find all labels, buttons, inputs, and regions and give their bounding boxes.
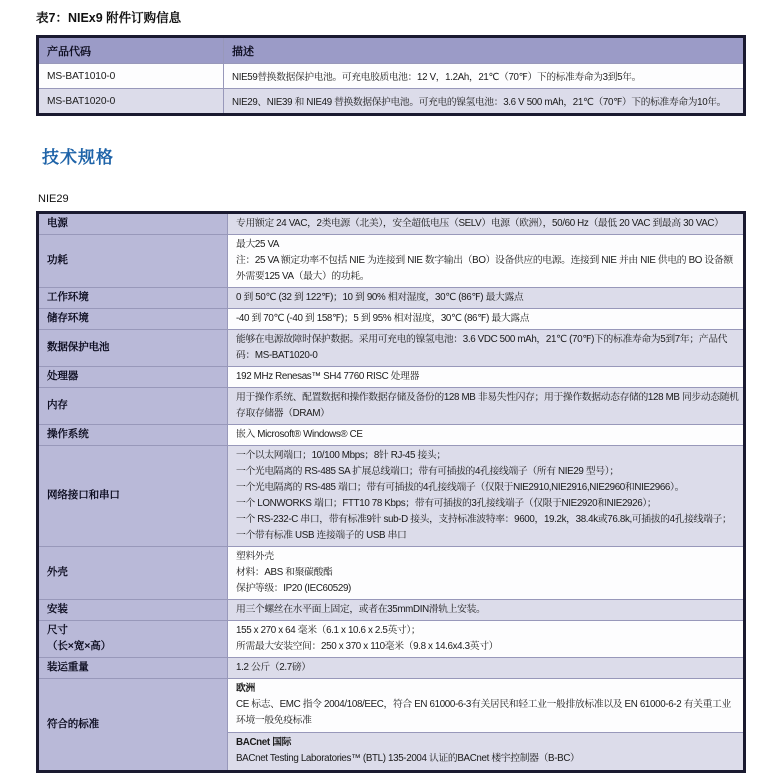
spec-label-cell: [38, 213, 228, 235]
spec-label-text: 功耗: [47, 254, 68, 266]
spec-line: 最大25 VA: [236, 239, 280, 250]
spec-line: 注：25 VA 额定功率不包括 NIE 为连接到 NIE 数字输出（BO）设备供应的电源。连接到 NIE 并由 NIE 供电的 BO 设备额外需要125 VA（最大）的功耗。: [236, 255, 733, 282]
spec-label-cell: [38, 446, 228, 547]
spec-value-cell: [228, 621, 745, 658]
spec-label-text-2: （长×宽×高）: [47, 640, 112, 652]
spec-table-body: [38, 213, 745, 772]
model-label: NIE29: [38, 193, 69, 205]
spec-value-cell: [228, 330, 745, 367]
table-row: [38, 288, 745, 309]
spec-line: 塑料外壳: [236, 551, 274, 562]
spec-label-cell: [38, 600, 228, 621]
spec-line: 保护等级：IP20 (IEC60529): [236, 583, 351, 594]
spec-line: 192 MHz Renesas™ SH4 7760 RISC 处理器: [236, 371, 420, 382]
table-row: [38, 330, 745, 367]
spec-value-cell: [228, 600, 745, 621]
ordering-table-body: [38, 64, 745, 115]
spec-value-cell: [228, 309, 745, 330]
description-cell: NIE29、NIE39 和 NIE49 替换数据保护电池。可充电的镍氢电池：3.6 V 500 mAh，21℃（70℉）下的标准寿命为10年。: [224, 89, 745, 115]
spec-label-cell: [38, 235, 228, 288]
spec-label-text: 处理器: [47, 370, 79, 382]
spec-label-cell: [38, 309, 228, 330]
table-row: [38, 213, 745, 235]
spec-label-cell: [38, 367, 228, 388]
column-header-product-code: 产品代码: [38, 37, 224, 64]
spec-line: 一个光电隔离的 RS-485 端口；带有可插拔的4孔接线端子（仅限于NIE2910,NIE2916,NIE2960和NIE2966）。: [236, 482, 685, 493]
spec-line: 0 到 50℃ (32 到 122℉)；10 到 90% 相对湿度，30℃ (86℉) 最大露点: [236, 292, 524, 303]
ordering-table: [36, 35, 746, 116]
table-row: [38, 547, 745, 600]
column-header-description: 描述: [224, 37, 745, 64]
spec-label-text: 网络接口和串口: [47, 489, 120, 501]
spec-line: CE 标志、EMC 指令 2004/108/EEC，符合 EN 61000-6-3有关居民和轻工业一般排放标准以及 EN 61000-6-2 有关重工业环境一般免疫标准: [236, 699, 731, 726]
spec-label-text: 储存环境: [47, 312, 89, 324]
spec-label-text: 符合的标准: [47, 717, 99, 730]
spec-label-text: 电源: [47, 217, 68, 229]
compliance-section: [228, 733, 743, 770]
spec-line: 一个光电隔离的 RS-485 SA 扩展总线端口；带有可插拔的4孔接线端子（所有 NIE29 型号）；: [236, 466, 619, 477]
document-content: [36, 0, 746, 773]
spec-label-cell: [38, 330, 228, 367]
table-row: [38, 64, 745, 89]
table-row: [38, 367, 745, 388]
spec-value-cell: [228, 288, 745, 309]
table-row: [38, 658, 745, 679]
table-row: [38, 425, 745, 446]
spec-line: 材料：ABS 和聚碳酸酯: [236, 567, 333, 578]
spec-line: 一个带有标准 USB 连接端子的 USB 串口: [236, 530, 407, 541]
table-row: [38, 388, 745, 425]
spec-label-text: 尺寸: [47, 624, 68, 636]
table7-title: 表7：NIEx9 附件订购信息: [36, 11, 182, 25]
spec-line: 一个 LONWORKS 端口；FTT10 78 Kbps；带有可插拔的3孔接线端子（仅限于NIE2920和NIE2926）；: [236, 498, 657, 509]
spec-label-cell: [38, 388, 228, 425]
table-row: [38, 309, 745, 330]
spec-line: BACnet Testing Laboratories™ (BTL) 135-2004 认证的BACnet 楼宇控制器（B-BC）: [236, 753, 580, 764]
spec-label-text: 外壳: [47, 566, 68, 578]
ordering-header-row: [38, 37, 745, 64]
spec-label-cell: [38, 288, 228, 309]
spec-label-text: 操作系统: [47, 428, 89, 440]
table-row: [38, 621, 745, 658]
spec-label-cell: [38, 425, 228, 446]
spec-line: -40 到 70℃ (-40 到 158℉)；5 到 95% 相对湿度，30℃ (86℉) 最大露点: [236, 313, 530, 324]
spec-value-cell: [228, 658, 745, 679]
spec-line: 嵌入 Microsoft® Windows® CE: [236, 429, 363, 440]
product-code-cell: MS-BAT1010-0: [38, 64, 224, 89]
spec-line: 一个 RS-232-C 串口，带有标准9针 sub-D 接头，支持标准波特率：9600，19.2k，38.4k或76.8k,可插拔的4孔接线端子；: [236, 514, 732, 525]
spec-label-text: 安装: [47, 603, 68, 615]
spec-line: 155 x 270 x 64 毫米（6.1 x 10.6 x 2.5英寸）；: [236, 625, 421, 636]
spec-value-cell: [228, 388, 745, 425]
table-row: [38, 446, 745, 547]
compliance-section-title: BACnet 国际: [236, 737, 292, 748]
spec-line: 一个以太网端口；10/100 Mbps；8针 RJ-45 接头；: [236, 450, 446, 461]
section-heading: 技术规格: [42, 148, 114, 167]
spec-line: 专用额定 24 VAC，2类电源（北美），安全超低电压（SELV）电源（欧洲），50/60 Hz（最低 20 VAC 到最高 30 VAC）: [236, 218, 724, 229]
spec-value-cell: [228, 425, 745, 446]
spec-value-cell: [228, 679, 745, 772]
spec-line: 用三个螺丝在水平面上固定，或者在35mmDIN滑轨上安装。: [236, 604, 486, 615]
spec-line: 用于操作系统、配置数据和操作数据存储及备份的128 MB 非易失性闪存；用于操作数据动态存储的128 MB 同步动态随机存取存储器（DRAM）: [236, 392, 739, 419]
spec-line: 能够在电源故障时保护数据。采用可充电的镍氢电池：3.6 VDC 500 mAh，21℃ (70℉)下的标准寿命为5到7年；产品代码：MS-BAT1020-0: [236, 334, 728, 361]
product-code-cell: MS-BAT1020-0: [38, 89, 224, 115]
table-row: [38, 89, 745, 115]
spec-label-text: 装运重量: [47, 661, 89, 673]
spec-value-cell: [228, 235, 745, 288]
spec-label-cell: [38, 621, 228, 658]
spec-label-cell: [38, 547, 228, 600]
ordering-table-header: [38, 37, 745, 64]
table-row: [38, 600, 745, 621]
spec-value-cell: [228, 446, 745, 547]
spec-line: 所需最大安装空间：250 x 370 x 110毫米（9.8 x 14.6x4.3英寸）: [236, 641, 499, 652]
spec-value-cell: [228, 213, 745, 235]
spec-value-cell: [228, 367, 745, 388]
spec-label-cell: [38, 658, 228, 679]
spec-label-text: 工作环境: [47, 291, 89, 303]
table-row: [38, 679, 745, 772]
spec-value-cell: [228, 547, 745, 600]
description-cell: NIE59替换数据保护电池。可充电胶质电池：12 V，1.2Ah，21℃（70℉）下的标准寿命为3到5年。: [224, 64, 745, 89]
table-row: [38, 235, 745, 288]
spec-line: 1.2 公斤（2.7磅）: [236, 662, 311, 673]
spec-label-text: 内存: [47, 399, 68, 411]
spec-label-text: 数据保护电池: [47, 341, 110, 353]
spec-label-cell: [38, 679, 228, 772]
compliance-section-title: 欧洲: [236, 683, 255, 694]
compliance-section: [228, 679, 743, 733]
